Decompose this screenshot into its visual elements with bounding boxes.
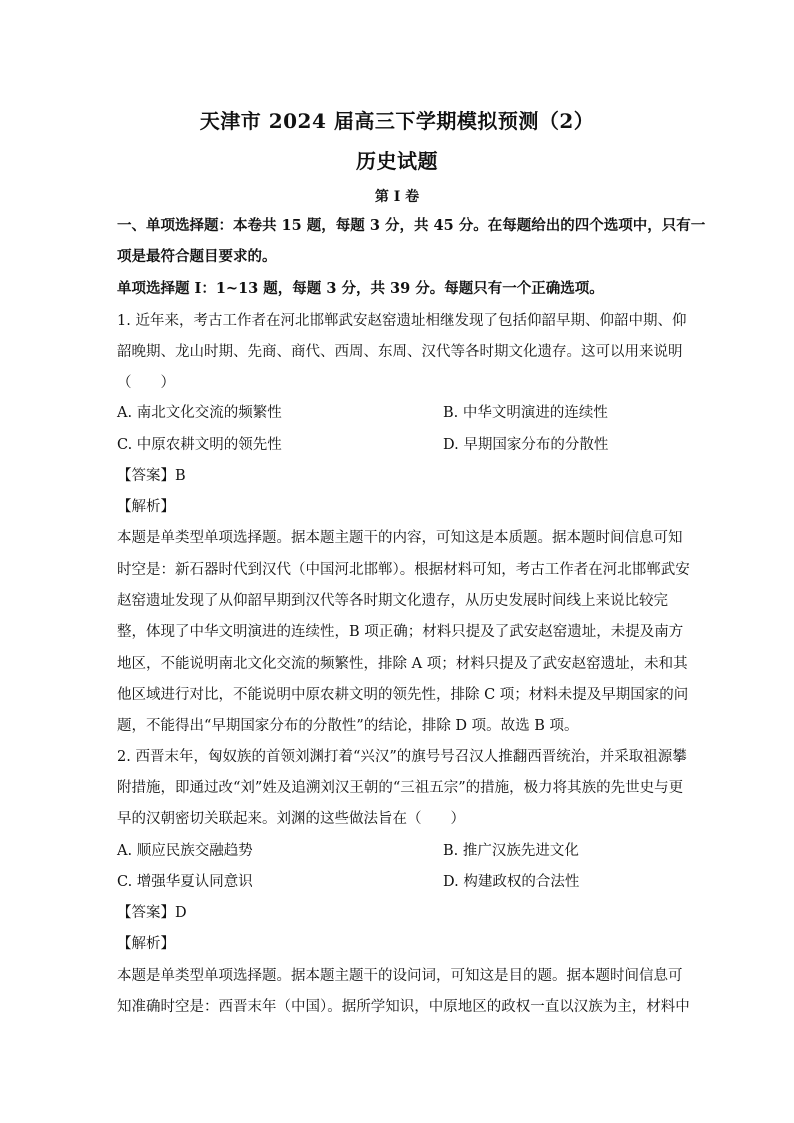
- page-subtitle: 历史试题: [356, 149, 438, 173]
- q2-analysis-line: 知准确时空是：西晋末年（中国）。据所学知识，中原地区的政权一直以汉族为主，材料中: [117, 999, 690, 1015]
- q2-option-a: A. 顺应民族交融趋势: [117, 843, 253, 859]
- q1-answer: 【答案】B: [117, 468, 186, 484]
- q2-analysis-line: 本题是单类型单项选择题。据本题主题干的设问词，可知这是目的题。据本题时间信息可: [117, 968, 683, 984]
- q1-option-d: D. 早期国家分布的分散性: [443, 437, 609, 453]
- q2-answer: 【答案】D: [117, 905, 187, 921]
- section-instruction-line-3: 单项选择题 I：1~13 题，每题 3 分，共 39 分。每题只有一个正确选项。: [117, 280, 604, 297]
- q1-analysis-line: 题，不能得出“早期国家分布的分散性”的结论，排除 D 项。故选 B 项。: [117, 718, 579, 734]
- q1-stem-line-1: 1. 近年来，考古工作者在河北邯郸武安赵窑遗址相继发现了包括仰韶早期、仰韶中期、仰: [117, 313, 687, 329]
- q1-analysis-line: 本题是单类型单项选择题。据本题主题干的内容，可知这是本质题。据本题时间信息可知: [117, 530, 683, 546]
- section-instruction-line-2: 项是最符合题目要求的。: [117, 248, 277, 265]
- q2-stem-line-1: 2. 西晋末年，匈奴族的首领刘渊打着“兴汉”的旗号号召汉人推翻西晋统治，并采取祖源攀: [117, 749, 687, 765]
- q1-analysis-line: 赵窑遗址发现了从仰韶早期到汉代等各时期文化遗存，从历史发展时间线上来说比较完: [117, 593, 668, 609]
- q2-stem-line-3: 早的汉朝密切关联起来。刘渊的这些做法旨在（ ）: [117, 811, 465, 827]
- q1-option-c: C. 中原农耕文明的领先性: [117, 437, 282, 453]
- section-instruction-line-1: 一、单项选择题：本卷共 15 题，每题 3 分，共 45 分。在每题给出的四个选项中，只有一: [117, 217, 706, 234]
- q2-option-c: C. 增强华夏认同意识: [117, 874, 253, 890]
- q1-option-b: B. 中华文明演进的连续性: [443, 405, 608, 421]
- q2-analysis-label: 【解析】: [117, 936, 175, 952]
- q1-analysis-line: 他区域进行对比，不能说明中原农耕文明的领先性，排除 C 项；材料未提及早期国家的问: [117, 687, 689, 703]
- q2-option-d: D. 构建政权的合法性: [443, 874, 580, 890]
- q1-analysis-label: 【解析】: [117, 499, 175, 515]
- q1-analysis-line: 整，体现了中华文明演进的连续性，B 项正确；材料只提及了武安赵窑遗址，未提及南方: [117, 624, 684, 640]
- q2-option-b: B. 推广汉族先进文化: [443, 843, 579, 859]
- q1-analysis-line: 地区，不能说明南北文化交流的频繁性，排除 A 项；材料只提及了武安赵窑遗址，未和其: [117, 656, 688, 672]
- q1-analysis-line: 时空是：新石器时代到汉代（中国河北邯郸）。根据材料可知，考古工作者在河北邯郸武安: [117, 562, 690, 578]
- q1-stem-line-2: 韶晚期、龙山时期、先商、商代、西周、东周、汉代等各时期文化遗存。这可以用来说明: [117, 344, 683, 360]
- q2-stem-line-2: 附措施，即通过改“刘”姓及追溯刘汉王朝的“三祖五宗”的措施，极力将其族的先世史与更: [117, 780, 684, 796]
- volume-label: 第 I 卷: [374, 189, 420, 205]
- page-title: 天津市 2024 届高三下学期模拟预测（2）: [199, 109, 595, 133]
- q1-option-a: A. 南北文化交流的频繁性: [117, 405, 282, 421]
- q1-stem-line-3: （ ）: [117, 375, 175, 391]
